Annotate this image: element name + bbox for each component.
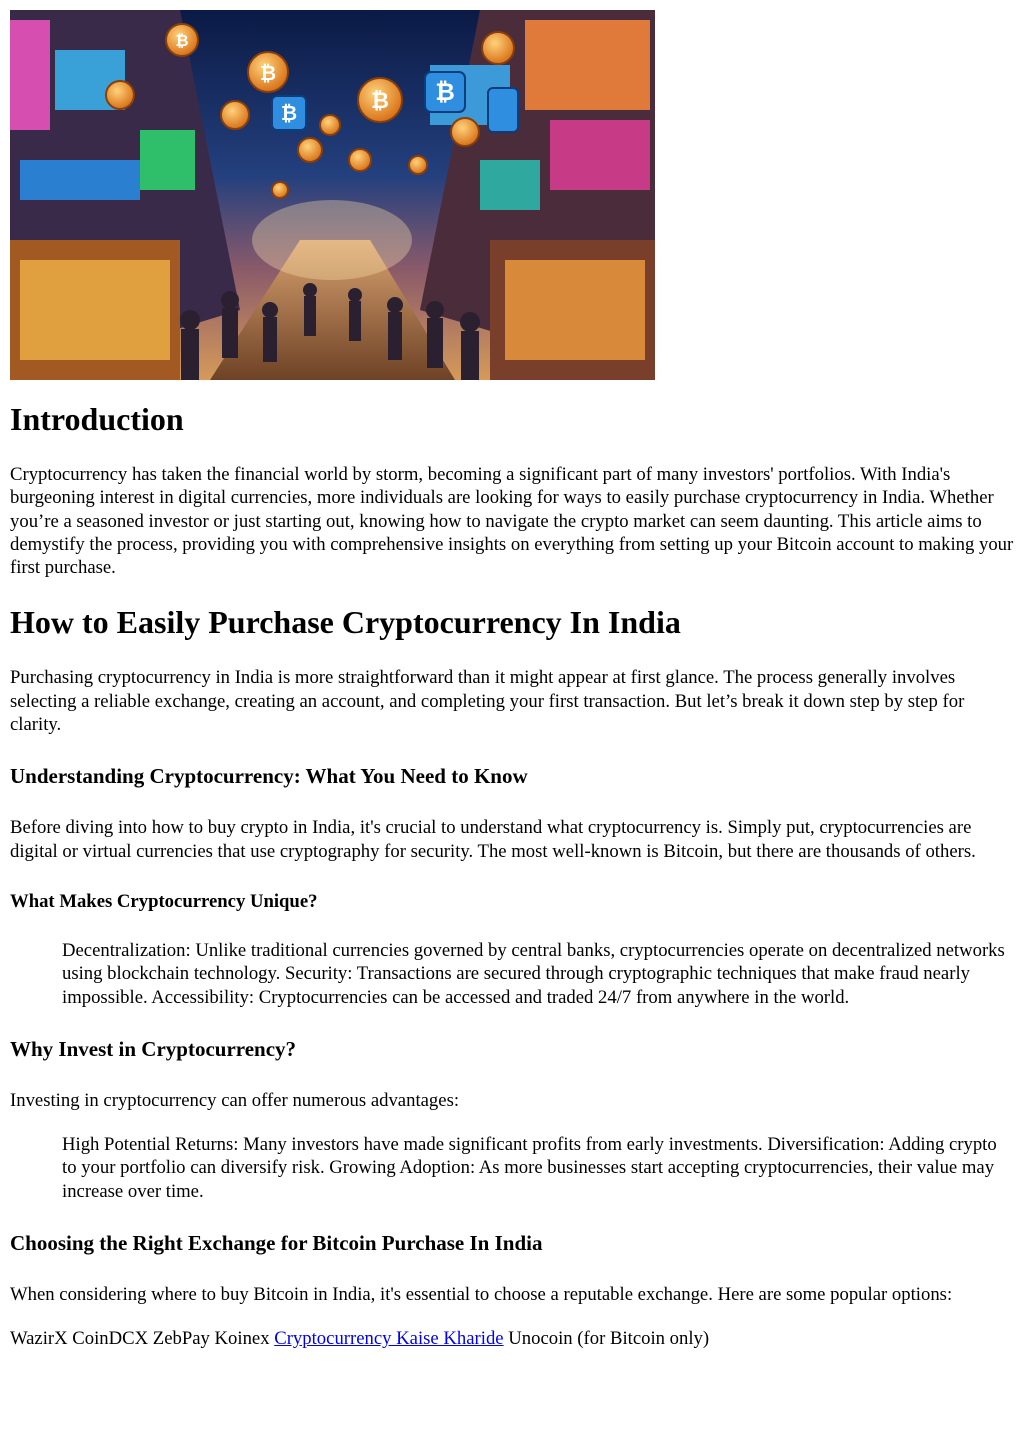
understanding-paragraph: Before diving into how to buy crypto in India, it's crucial to understand what cryptocurrency is. Simply put, cryptocurrencies are digital or virtual currencies that use cryptography for security. The most well-known is Bitcoin, but there are thousands of others.: [10, 817, 976, 862]
why-invest-heading: Why Invest in Cryptocurrency?: [10, 1036, 297, 1061]
cryptocurrency-kaise-kharide-link[interactable]: Cryptocurrency Kaise Kharide: [274, 1328, 504, 1350]
exchange-paragraph: When considering where to buy Bitcoin in India, it's essential to choose a reputable exchange. Here are some popular options:: [10, 1284, 953, 1306]
how-to-paragraph: Purchasing cryptocurrency in India is more straightforward than it might appear at first glance. The process generally involves selecting a reliable exchange, creating an account, and completing your first transaction. But let’s break it down step by step for clarity.: [10, 667, 965, 736]
intro-heading: Introduction: [10, 401, 184, 437]
svg-text:₿: ₿: [280, 101, 298, 125]
svg-text:₿: ₿: [175, 31, 189, 50]
intro-paragraph: Cryptocurrency has taken the financial world by storm, becoming a significant part of many investors' portfolios. With India's burgeoning interest in digital currencies, more individuals are looking for ways to easily purchase cryptocurrency in India. Whether you’re a seasoned investor or just starting out, knowing how to navigate the crypto market can seem daunting. This article aims to demystify the process, providing you with comprehensive insights on everything from setting up your Bitcoin account to making your first purchase.: [10, 464, 1014, 579]
exchange-heading: Choosing the Right Exchange for Bitcoin Purchase In India: [10, 1231, 543, 1256]
svg-text:₿: ₿: [371, 89, 389, 114]
understanding-heading: Understanding Cryptocurrency: What You Need to Know: [10, 764, 528, 789]
svg-text:₿: ₿: [259, 61, 277, 85]
exchange-options-tail: Unocoin (for Bitcoin only): [503, 1328, 710, 1350]
unique-heading: What Makes Cryptocurrency Unique?: [10, 890, 318, 912]
hero-image: [10, 10, 655, 380]
unique-list: Decentralization: Unlike traditional currencies governed by central banks, cryptocurrencies operate on decentralized networks using blockchain technology. Security: Transactions are secured through cryptographic techniques that make fraud nearly impossible. Accessibility: Cryptocurrencies can be accessed and traded 24/7 from anywhere in the world.: [62, 939, 1005, 1008]
svg-text:₿: ₿: [435, 78, 455, 106]
why-invest-list: High Potential Returns: Many investors have made significant profits from early investments. Diversification: Adding crypto to your portfolio can diversify risk. Growing Adoption: As more businesses start accepting cryptocurrencies, their value may increase over time.: [62, 1134, 997, 1202]
exchange-options-text: WazirX CoinDCX ZebPay Koinex: [10, 1328, 275, 1350]
bitcoin-market-illustration-icon: [10, 10, 655, 380]
exchange-options: [10, 1327, 1014, 1350]
why-invest-intro: Investing in cryptocurrency can offer numerous advantages:: [10, 1089, 460, 1111]
how-to-heading: How to Easily Purchase Cryptocurrency In India: [10, 604, 681, 641]
